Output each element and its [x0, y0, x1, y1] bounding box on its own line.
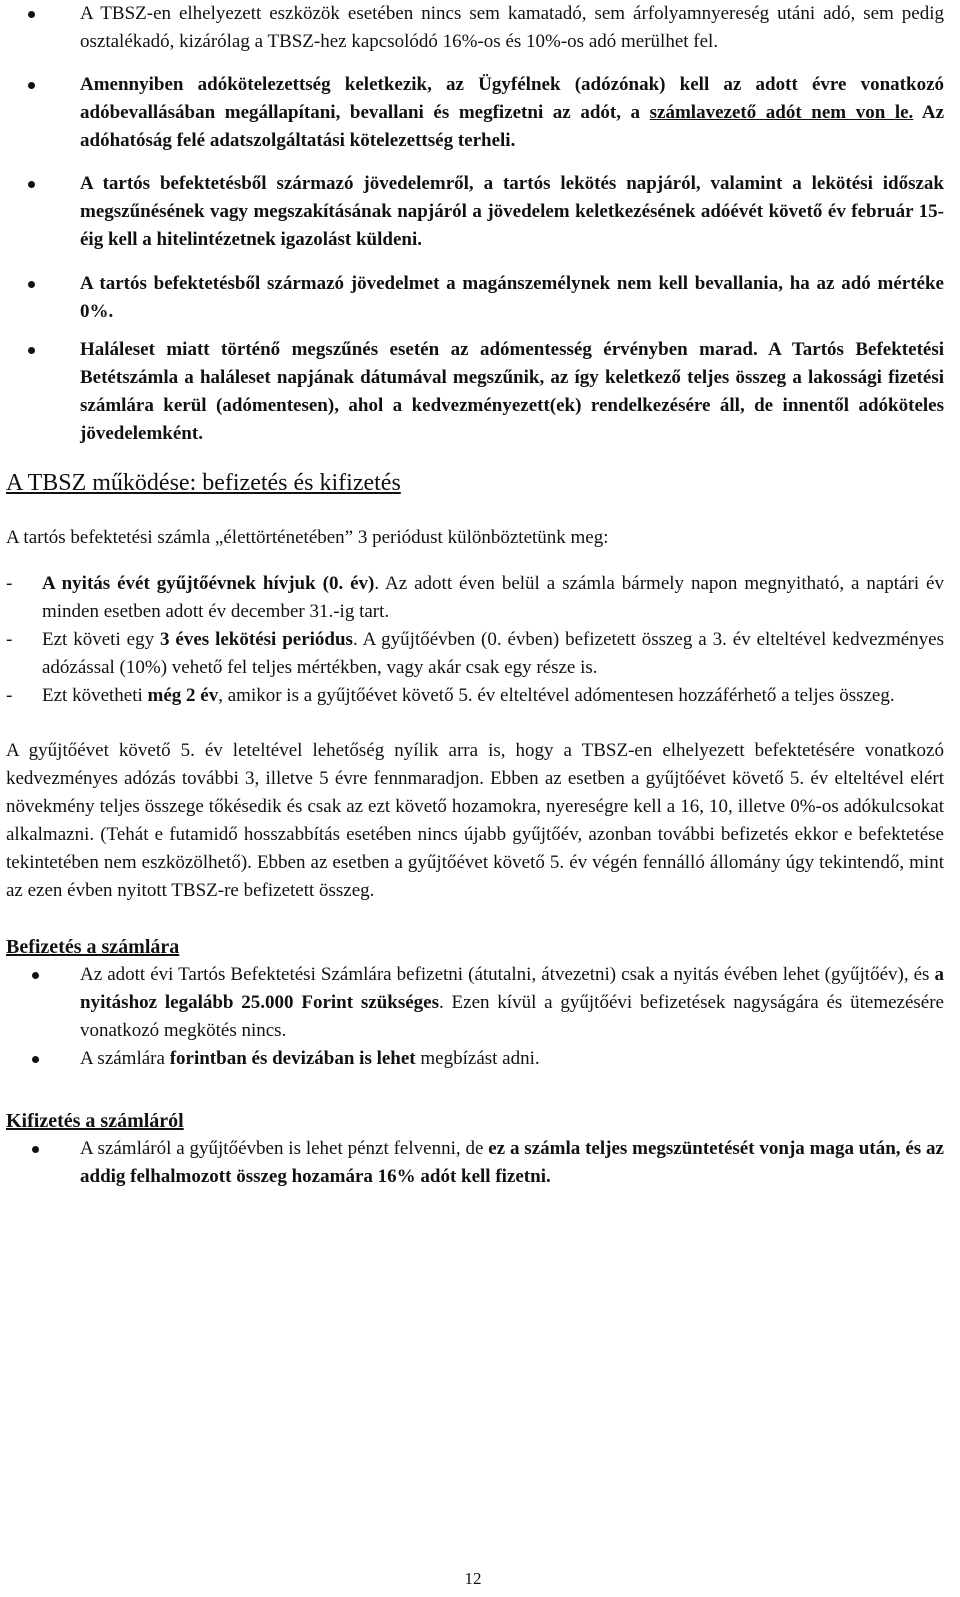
bullet-icon	[28, 11, 35, 18]
item-text: forintban és devizában is lehet	[169, 1048, 416, 1069]
item-text: . A gyűjtőévben (0. évben) befizetett összeg a 3. év elteltével kedvezményes adózással (10%) vehető fel teljes mértékben, vagy akár csak egy része is.	[42, 629, 945, 678]
item-text: ez a számla teljes megszüntetését vonja maga után, és az addig felhalmozott összeg hozamára 16% adót kell fizetni.	[80, 1138, 944, 1187]
item-text: A tartós befektetésből származó jövedelmet a magánszemélynek nem kell bevallania, ha az adó mértéke 0%.	[80, 273, 944, 322]
item-text: A nyitás évét gyűjtőévnek hívjuk (0. év)	[42, 573, 375, 594]
list-item	[6, 1135, 944, 1191]
dash-marker: -	[6, 629, 13, 650]
item-text: Az adóhatóság felé adatszolgáltatási kötelezettség terheli.	[80, 102, 945, 151]
item-text: 3 éves lekötési periódus	[160, 629, 353, 650]
bullet-icon	[28, 181, 35, 188]
bullet-icon	[28, 281, 35, 288]
item-text: A számláról a gyűjtőévben is lehet pénzt felvenni, de	[80, 1138, 489, 1159]
list-item	[6, 0, 944, 56]
bullet-icon	[32, 1056, 39, 1063]
list-item	[6, 682, 944, 710]
period-list	[6, 570, 944, 710]
section-heading-befizetes: Befizetés a számlára	[6, 936, 180, 958]
item-text: A számlára	[80, 1048, 170, 1069]
item-text: Haláleset miatt történő megszűnés esetén az adómentesség érvényben marad. A Tartós Befektetési Betétszámla a haláleset napjának dátumával megszűnik, az így keletkező teljes összeg a lakossági fizetési számlára kerül (adómentesen), ahol a kedvezményezett(ek) rendelkezésére áll, de innentől adóköteles jövedelemként.	[80, 339, 944, 444]
item-text-underlined: számlavezető adót nem von le.	[649, 102, 914, 123]
item-text: még 2 év	[147, 685, 219, 706]
item-text: . Ezen kívül a gyűjtőévi befizetések nagyságára és ütemezésére vonatkozó megkötés nincs.	[80, 992, 944, 1041]
list-item	[6, 170, 944, 254]
item-text: , amikor is a gyűjtőévet követő 5. év elteltével adómentesen hozzáférhető a teljes összeg.	[218, 685, 895, 706]
item-text: megbízást adni.	[415, 1048, 540, 1069]
list-item	[6, 570, 944, 626]
dash-marker: -	[6, 685, 13, 706]
list-item	[6, 961, 944, 1045]
list-item	[6, 270, 944, 326]
item-text: A TBSZ-en elhelyezett eszközök esetében nincs sem kamatadó, sem árfolyamnyereség utáni adó, sem pedig osztalékadó, kizárólag a TBSZ-hez kapcsolódó 16%-os és 10%-os adó merülhet fel.	[80, 3, 944, 52]
deposit-list	[6, 961, 944, 1073]
tax-rules-list	[6, 0, 944, 448]
dash-marker: -	[6, 573, 13, 594]
list-item	[6, 626, 944, 682]
item-text: Ezt követi egy	[42, 629, 160, 650]
section-heading-kifizetes: Kifizetés a számláról	[6, 1110, 184, 1132]
bullet-icon	[28, 82, 35, 89]
section-heading-tbsz: A TBSZ működése: befizetés és kifizetés	[6, 470, 401, 496]
item-text: a nyitáshoz legalább 25.000 Forint szükséges	[80, 964, 944, 1013]
item-text: Ezt követheti	[42, 685, 148, 706]
document-page	[6, 0, 944, 1191]
item-text: Az adott évi Tartós Befektetési Számlára befizetni (átutalni, átvezetni) csak a nyitás évében lehet (gyűjtőév), és	[80, 964, 935, 985]
bullet-icon	[28, 347, 35, 354]
list-item	[6, 71, 944, 155]
page-number: 12	[464, 1569, 482, 1588]
item-text: A tartós befektetésből származó jövedelemről, a tartós lekötés napjáról, valamint a lekötési időszak megszűnésének vagy megszakításának napjáról a jövedelem keletkezésének adóévét követő év február 15-éig kell a hitelintézetnek igazolást küldeni.	[80, 173, 944, 250]
item-text: . Az adott éven belül a számla bármely napon megnyitható, a naptári év minden esetben adott év december 31.-ig tart.	[42, 573, 944, 622]
list-item	[6, 1045, 944, 1073]
section-intro: A tartós befektetési számla „élettörténetében” 3 periódust különböztetünk meg:	[6, 527, 609, 548]
withdrawal-list	[6, 1135, 944, 1191]
bullet-icon	[32, 972, 39, 979]
list-item	[6, 336, 944, 448]
bullet-icon	[32, 1146, 39, 1153]
extension-paragraph: A gyűjtőévet követő 5. év leteltével lehetőség nyílik arra is, hogy a TBSZ-en elhelyezett befektetésére vonatkozó kedvezményes adózás további 3, illetve 5 évre fennmaradjon. Ebben az esetben a gyűjtőévet követő 5. év elteltével elért növekmény teljes összege tőkésedik és csak az ezt követő hozamokra, nyereségre kell a 16, 10, illetve 0%-os adókulcsokat alkalmazni. (Tehát e futamidő hosszabbítás esetében nincs újabb gyűjtőév, azonban további befizetés ekkor e befektetése tekintetében nem eszközölhető). Ebben az esetben a gyűjtőévet követő 5. év végén fennálló állomány úgy tekintendő, mint az ezen évben nyitott TBSZ-re befizetett összeg.	[6, 740, 944, 901]
item-text: Amennyiben adókötelezettség keletkezik, az Ügyfélnek (adózónak) kell az adott évre vonatkozó adóbevallásában megállapítani, bevallani és megfizetni az adót, a	[80, 74, 944, 123]
